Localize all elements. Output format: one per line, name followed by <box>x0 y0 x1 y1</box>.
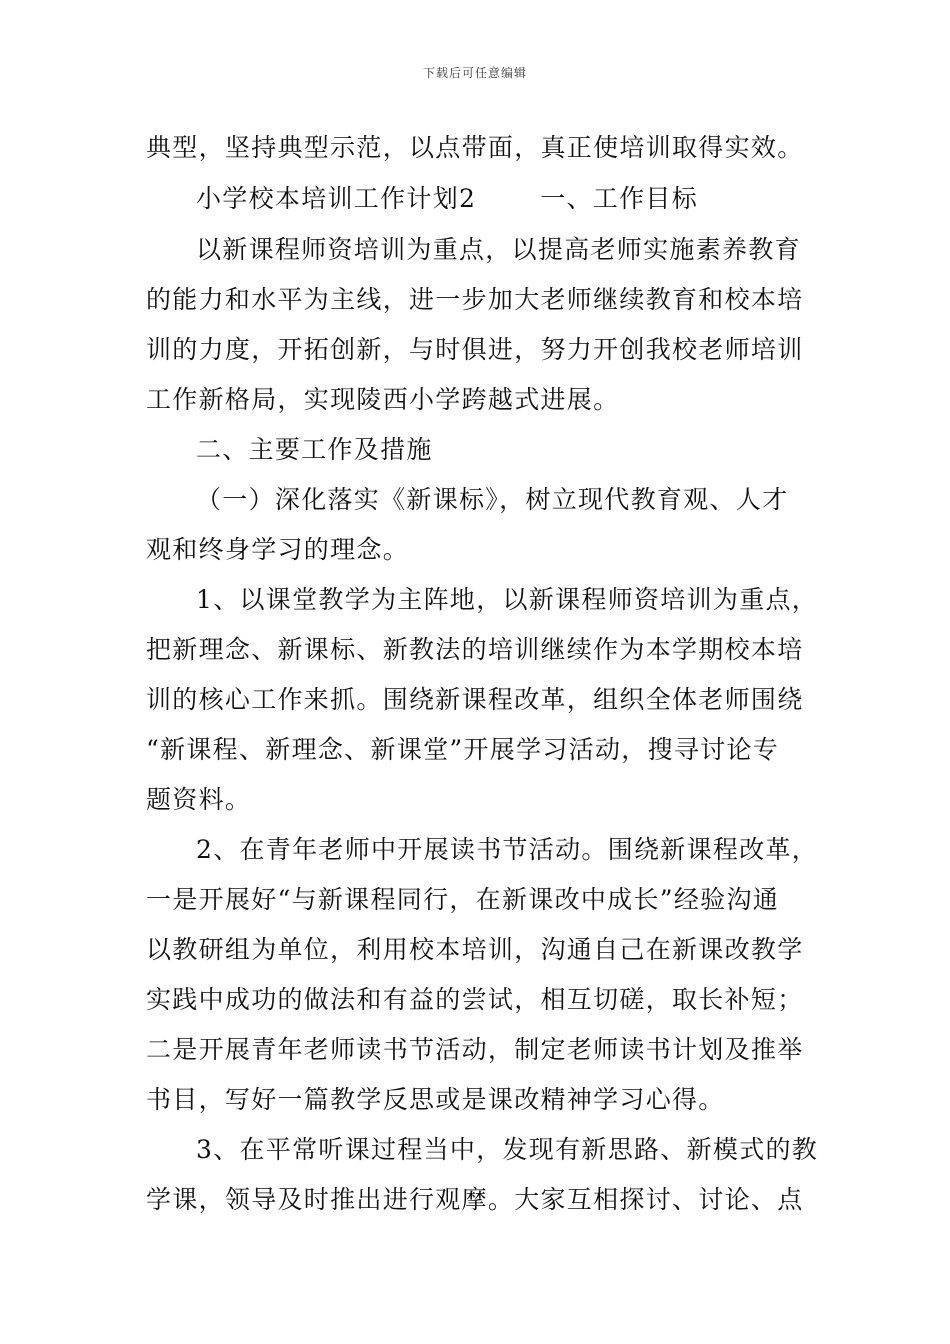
text-line: 的能力和水平为主线，进一步加大老师继续教育和校本培 <box>146 285 804 314</box>
text-line: 以新课程师资培训为重点，以提高老师实施素养教育 <box>196 235 801 264</box>
text-line: 以教研组为单位，利用校本培训，沟通自己在新课改教学 <box>146 935 804 964</box>
plan-title-line <box>196 184 698 214</box>
text-line: 工作新格局，实现陵西小学跨越式进展。 <box>146 385 620 414</box>
text-line: 题资料。 <box>146 785 252 814</box>
page-header: 下载后可任意编辑 <box>422 66 527 80</box>
text-line: 学课，领导及时推出进行观摩。大家互相探讨、讨论、点 <box>146 1185 804 1214</box>
section-heading: 一、工作目标 <box>540 184 699 213</box>
text-line: 实践中成功的做法和有益的尝试，相互切磋，取长补短； <box>146 985 804 1014</box>
text-line: 把新理念、新课标、新教法的培训继续作为本学期校本培 <box>146 635 804 664</box>
text-line: 书目，写好一篇教学反思或是课改精神学习心得。 <box>146 1085 725 1114</box>
text-line: 一是开展好“与新课程同行，在新课改中成长”经验沟通 <box>146 885 780 914</box>
text-line: 训的核心工作来抓。围绕新课程改革，组织全体老师围绕 <box>146 685 804 714</box>
text-line: 二是开展青年老师读书节活动，制定老师读书计划及推举 <box>146 1035 804 1064</box>
section-heading: 二、主要工作及措施 <box>196 435 433 464</box>
text-line: 典型，坚持典型示范，以点带面，真正使培训取得实效。 <box>146 133 804 162</box>
text-line: “新课程、新理念、新课堂”开展学习活动，搜寻讨论专 <box>146 735 780 764</box>
text-line: 1、以课堂教学为主阵地，以新课程师资培训为重点， <box>196 585 819 614</box>
text-line: 训的力度，开拓创新，与时俱进，努力开创我校老师培训 <box>146 335 804 364</box>
text-line: 观和终身学习的理念。 <box>146 535 410 564</box>
text-line: 2、在青年老师中开展读书节活动。围绕新课程改革， <box>196 835 819 864</box>
subsection-heading: （一）深化落实《新课标》，树立现代教育观、人才 <box>196 485 789 514</box>
plan-title: 小学校本培训工作计划2 <box>196 184 477 213</box>
text-line: 3、在平常听课过程当中，发现有新思路、新模式的教 <box>196 1135 819 1164</box>
